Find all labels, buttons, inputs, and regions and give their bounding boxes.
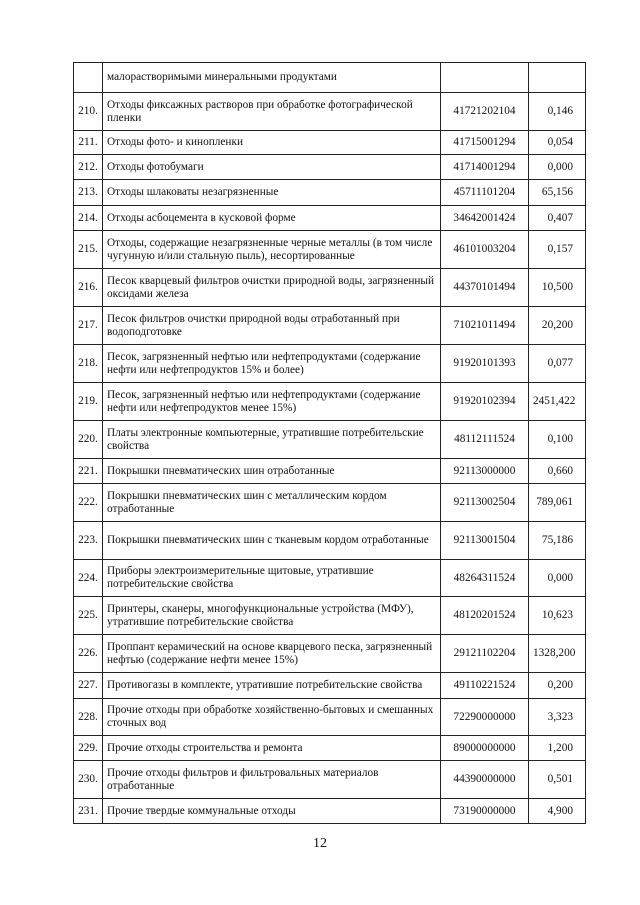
row-number-cell: 226. [74, 635, 103, 673]
row-number-cell: 227. [74, 673, 103, 699]
waste-name-cell: Покрышки пневматических шин отработанные [103, 459, 441, 484]
table-row [74, 635, 586, 673]
row-number-cell: 212. [74, 155, 103, 180]
waste-code-cell: 92113002504 [441, 484, 529, 522]
waste-code-cell: 92113001504 [441, 522, 529, 560]
row-number-cell: 224. [74, 560, 103, 597]
row-number-cell [74, 63, 103, 93]
waste-name-cell: Отходы фотобумаги [103, 155, 441, 180]
row-number-cell: 220. [74, 421, 103, 459]
waste-name-cell: Принтеры, сканеры, многофункциональные устройства (МФУ), утратившие потребительские свойства [103, 597, 441, 635]
table-row [74, 597, 586, 635]
waste-quantity-cell: 0,000 [529, 560, 586, 597]
waste-quantity-cell: 2451,422 [529, 383, 586, 421]
table-row-continuation [74, 63, 586, 93]
table-row [74, 459, 586, 484]
waste-quantity-cell: 0,100 [529, 421, 586, 459]
table-row [74, 206, 586, 231]
waste-name-cell: Прочие твердые коммунальные отходы [103, 799, 441, 824]
waste-quantity-cell: 789,061 [529, 484, 586, 522]
row-number-cell: 221. [74, 459, 103, 484]
waste-quantity-cell: 0,077 [529, 345, 586, 383]
table-row [74, 93, 586, 131]
waste-quantity-cell: 10,500 [529, 269, 586, 307]
waste-quantity-cell: 0,660 [529, 459, 586, 484]
waste-name-cell: Отходы шлаковаты незагрязненные [103, 180, 441, 206]
waste-quantity-cell: 0,054 [529, 131, 586, 155]
table-row [74, 761, 586, 799]
waste-quantity-cell: 0,157 [529, 231, 586, 269]
row-number-cell: 222. [74, 484, 103, 522]
waste-quantity-cell: 65,156 [529, 180, 586, 206]
row-number-cell: 218. [74, 345, 103, 383]
waste-quantity-cell: 10,623 [529, 597, 586, 635]
row-number-cell: 223. [74, 522, 103, 560]
table-row [74, 131, 586, 155]
table-row [74, 484, 586, 522]
row-number-cell: 214. [74, 206, 103, 231]
waste-name-cell: Песок кварцевый фильтров очистки природной воды, загрязненный оксидами железа [103, 269, 441, 307]
waste-code-cell: 41721202104 [441, 93, 529, 131]
waste-table [73, 62, 586, 824]
row-number-cell: 213. [74, 180, 103, 206]
waste-code-cell: 91920101393 [441, 345, 529, 383]
row-number-cell: 216. [74, 269, 103, 307]
waste-quantity-cell: 0,407 [529, 206, 586, 231]
waste-name-cell: Покрышки пневматических шин с металлическим кордом отработанные [103, 484, 441, 522]
waste-name-cell: Отходы, содержащие незагрязненные черные металлы (в том числе чугунную и/или стальную пыль), несортированные [103, 231, 441, 269]
row-number-cell: 228. [74, 699, 103, 736]
waste-code-cell: 91920102394 [441, 383, 529, 421]
waste-quantity-cell: 0,501 [529, 761, 586, 799]
waste-name-cell: Прочие отходы фильтров и фильтровальных материалов отработанные [103, 761, 441, 799]
waste-quantity-cell: 1,200 [529, 736, 586, 761]
row-number-cell: 211. [74, 131, 103, 155]
waste-code-cell: 44370101494 [441, 269, 529, 307]
waste-code-cell: 71021011494 [441, 307, 529, 345]
waste-code-cell: 49110221524 [441, 673, 529, 699]
row-number-cell: 215. [74, 231, 103, 269]
waste-name-cell: Приборы электроизмерительные щитовые, утратившие потребительские свойства [103, 560, 441, 597]
waste-quantity-cell: 20,200 [529, 307, 586, 345]
table-row [74, 345, 586, 383]
waste-quantity-cell: 0,200 [529, 673, 586, 699]
waste-quantity-cell: 4,900 [529, 799, 586, 824]
table-row [74, 307, 586, 345]
table-row [74, 699, 586, 736]
table-row [74, 155, 586, 180]
waste-code-cell: 45711101204 [441, 180, 529, 206]
table-row [74, 736, 586, 761]
waste-table-body [74, 63, 586, 824]
row-number-cell: 217. [74, 307, 103, 345]
table-row [74, 673, 586, 699]
waste-code-cell: 46101003204 [441, 231, 529, 269]
waste-name-cell: Платы электронные компьютерные, утратившие потребительские свойства [103, 421, 441, 459]
table-row [74, 269, 586, 307]
waste-code-cell: 48112111524 [441, 421, 529, 459]
table-row [74, 180, 586, 206]
waste-code-cell: 92113000000 [441, 459, 529, 484]
waste-quantity-cell: 0,000 [529, 155, 586, 180]
row-number-cell: 210. [74, 93, 103, 131]
table-row [74, 383, 586, 421]
waste-code-cell: 29121102204 [441, 635, 529, 673]
row-number-cell: 225. [74, 597, 103, 635]
waste-code-cell: 48264311524 [441, 560, 529, 597]
waste-name-cell: Песок, загрязненный нефтью или нефтепродуктами (содержание нефти или нефтепродуктов менее 15%) [103, 383, 441, 421]
waste-name-cell: Песок фильтров очистки природной воды отработанный при водоподготовке [103, 307, 441, 345]
waste-name-cell: Отходы асбоцемента в кусковой форме [103, 206, 441, 231]
waste-code-cell: 89000000000 [441, 736, 529, 761]
row-number-cell: 231. [74, 799, 103, 824]
waste-code-cell: 41715001294 [441, 131, 529, 155]
waste-quantity-cell: 75,186 [529, 522, 586, 560]
waste-name-cell: Песок, загрязненный нефтью или нефтепродуктами (содержание нефти или нефтепродуктов 15% и более) [103, 345, 441, 383]
row-number-cell: 230. [74, 761, 103, 799]
waste-name-cell: Отходы фото- и кинопленки [103, 131, 441, 155]
waste-code-cell: 48120201524 [441, 597, 529, 635]
table-row [74, 522, 586, 560]
waste-table-wrapper [73, 62, 585, 824]
waste-name-cell: Покрышки пневматических шин с тканевым кордом отработанные [103, 522, 441, 560]
table-row [74, 799, 586, 824]
waste-name-cell: Проппант керамический на основе кварцевого песка, загрязненный нефтью (содержание нефти менее 15%) [103, 635, 441, 673]
waste-code-cell [441, 63, 529, 93]
waste-name-cell: Отходы фиксажных растворов при обработке фотографической пленки [103, 93, 441, 131]
waste-code-cell: 34642001424 [441, 206, 529, 231]
waste-code-cell: 72290000000 [441, 699, 529, 736]
waste-name-cell: малорастворимыми минеральными продуктами [103, 63, 441, 93]
waste-quantity-cell: 3,323 [529, 699, 586, 736]
waste-name-cell: Противогазы в комплекте, утратившие потребительские свойства [103, 673, 441, 699]
waste-name-cell: Прочие отходы строительства и ремонта [103, 736, 441, 761]
waste-code-cell: 41714001294 [441, 155, 529, 180]
waste-code-cell: 44390000000 [441, 761, 529, 799]
table-row [74, 560, 586, 597]
waste-quantity-cell: 1328,200 [529, 635, 586, 673]
waste-name-cell: Прочие отходы при обработке хозяйственно-бытовых и смешанных сточных вод [103, 699, 441, 736]
page-number: 12 [313, 836, 327, 851]
table-row [74, 231, 586, 269]
waste-code-cell: 73190000000 [441, 799, 529, 824]
row-number-cell: 229. [74, 736, 103, 761]
row-number-cell: 219. [74, 383, 103, 421]
waste-quantity-cell: 0,146 [529, 93, 586, 131]
waste-quantity-cell [529, 63, 586, 93]
table-row [74, 421, 586, 459]
